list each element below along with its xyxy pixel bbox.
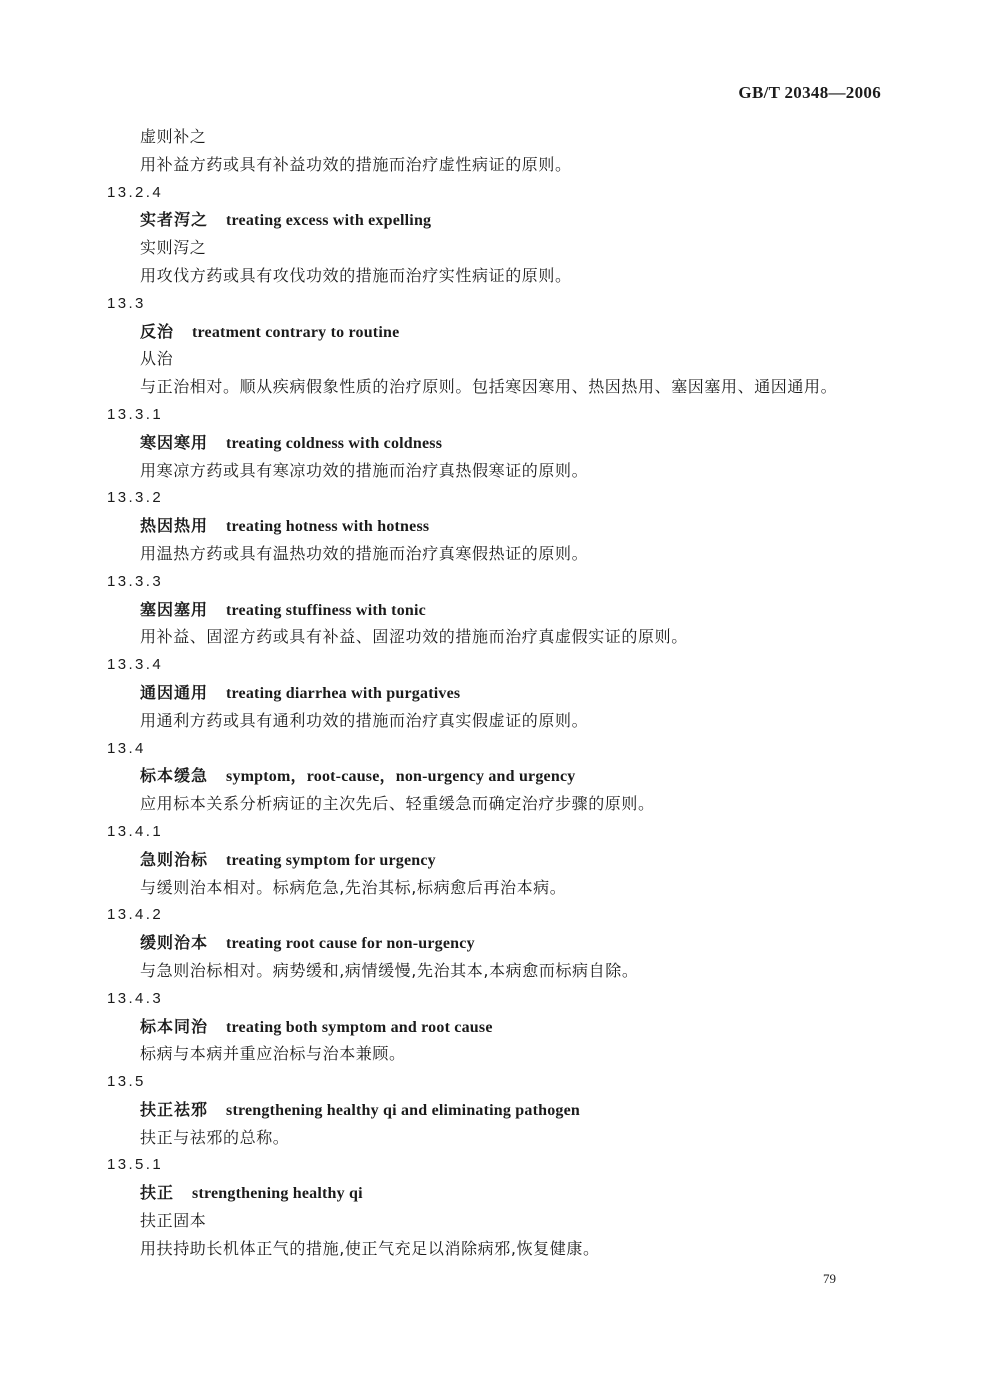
term-line [0,429,999,457]
section-number: 13.2.4 [107,183,164,201]
term-english: treating symptom for urgency [226,851,436,869]
section-number: 13.4.1 [107,822,164,840]
definition-line: 用补益、固涩方药或具有补益、固涩功效的措施而治疗真虚假实证的原则。 [140,627,688,647]
section-number: 13.5 [107,1073,146,1091]
definition-line: 用通利方药或具有通利功效的措施而治疗真实假虚证的原则。 [140,710,589,730]
term-chinese: 扶正 [140,1183,175,1203]
term-chinese: 通因通用 [140,682,209,702]
term-line [0,596,999,624]
term-english: treating diarrhea with purgatives [226,684,461,702]
definition-line: 用温热方药或具有温热功效的措施而治疗真寒假热证的原则。 [140,543,589,563]
term-chinese: 急则治标 [140,849,209,869]
definition-line: 与缓则治本相对。标病危急,先治其标,标病愈后再治本病。 [140,877,567,897]
section-number: 13.4.3 [107,989,164,1007]
term-english: strengthening healthy qi [192,1185,363,1203]
section-number: 13.5.1 [107,1156,164,1174]
section-number: 13.3.2 [107,489,164,507]
definition-line: 与正治相对。顺从疾病假象性质的治疗原则。包括寒因寒用、热因热用、塞因塞用、通因通用。 [140,377,838,397]
definition-line: 应用标本关系分析病证的主次先后、轻重缓急而确定治疗步骤的原则。 [140,794,655,814]
term-english: treating coldness with coldness [226,434,443,452]
term-english: treating root cause for non-urgency [226,935,475,953]
term-chinese: 实者泻之 [140,210,209,230]
term-line [0,1096,999,1124]
term-chinese: 寒因寒用 [140,432,209,452]
term-line [0,512,999,540]
term-chinese: 扶正祛邪 [140,1099,209,1119]
term-chinese: 缓则治本 [140,933,209,953]
definition-line: 标病与本病并重应治标与治本兼顾。 [140,1044,406,1064]
term-chinese: 反治 [140,321,175,341]
term-line [0,762,999,790]
section-number: 13.3 [107,294,146,312]
section-number: 13.3.4 [107,656,164,674]
section-number: 13.3.3 [107,572,164,590]
term-chinese: 标本同治 [140,1016,209,1036]
term-english: symptom，root-cause，non-urgency and urgency [226,768,576,786]
term-english: treatment contrary to routine [192,323,400,341]
term-chinese: 塞因塞用 [140,599,209,619]
term-line [0,206,999,234]
term-chinese: 热因热用 [140,516,209,536]
page-number: 79 [823,1271,836,1286]
document-body [0,123,999,1263]
term-english: treating excess with expelling [226,212,432,230]
standard-code-header: GB/T 20348—2006 [738,83,881,102]
section-number: 13.4 [107,739,146,757]
synonym-line: 扶正固本 [140,1211,207,1231]
term-line [0,679,999,707]
term-english: treating hotness with hotness [226,518,430,536]
definition-line: 扶正与祛邪的总称。 [140,1127,290,1147]
definition-line: 用扶持助长机体正气的措施,使正气充足以消除病邪,恢复健康。 [140,1238,600,1258]
section-number: 13.4.2 [107,906,164,924]
term-chinese: 标本缓急 [140,766,209,786]
definition-line: 用寒凉方药或具有寒凉功效的措施而治疗真热假寒证的原则。 [140,460,589,480]
definition-line: 用攻伐方药或具有攻伐功效的措施而治疗实性病证的原则。 [140,265,572,285]
term-line [0,1013,999,1041]
term-english: treating stuffiness with tonic [226,601,426,619]
term-line [0,846,999,874]
term-english: strengthening healthy qi and eliminating pathogen [226,1101,581,1119]
term-english: treating both symptom and root cause [226,1018,493,1036]
section-number: 13.3.1 [107,405,164,423]
synonym-line: 从治 [140,349,174,369]
term-line [0,318,999,346]
definition-line: 与急则治标相对。病势缓和,病情缓慢,先治其本,本病愈而标病自除。 [140,960,639,980]
definition-line: 用补益方药或具有补益功效的措施而治疗虚性病证的原则。 [140,154,572,174]
term-line [0,1179,999,1207]
synonym-line: 虚则补之 [140,127,207,146]
term-line [0,929,999,957]
synonym-line: 实则泻之 [140,238,207,258]
